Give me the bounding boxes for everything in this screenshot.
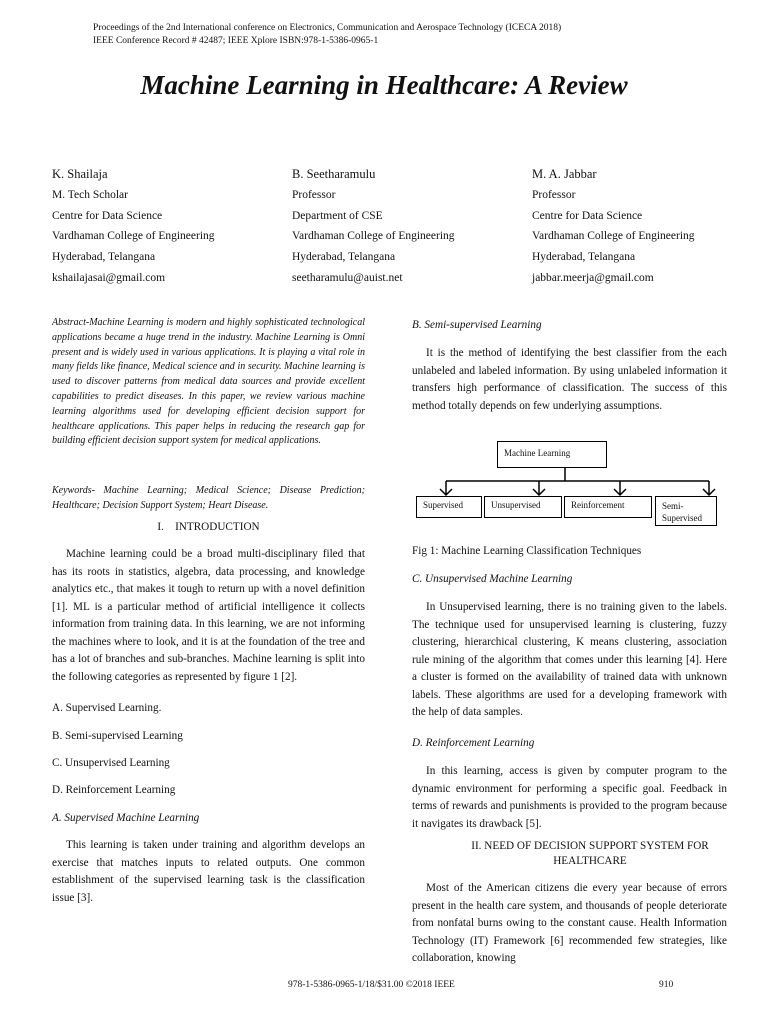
- author-name: M. A. Jabbar: [532, 167, 597, 181]
- page-number: 910: [659, 980, 674, 990]
- decision-support-paragraph: Most of the American citizens die every year because of errors present in the health care system, and thousands of people deteriorate from nonfatal burns owing to the constant cause. Health Information Technology (IT) Framework [6] recommended few strategies, like collaboration, knowing: [412, 882, 727, 964]
- diagram-node-reinforcement: Reinforcement: [564, 496, 652, 518]
- diagram-root-machine-learning: Machine Learning: [497, 441, 607, 468]
- section-heading-semi-supervised: B. Semi-supervised Learning: [412, 319, 542, 331]
- author-2: [292, 164, 455, 289]
- category-reinforcement: D. Reinforcement Learning: [52, 784, 176, 796]
- author-role: Professor: [292, 188, 336, 201]
- semi-supervised-paragraph: It is the method of identifying the best classifier from the each unlabeled and labeled information. By using unlabeled information it transfers high performance of classification. The success of this method totally depends on few underlying assumptions.: [412, 347, 727, 412]
- section-heading-unsupervised: C. Unsupervised Machine Learning: [412, 573, 573, 585]
- author-email: kshailajasai@gmail.com: [52, 271, 166, 284]
- conference-record: IEEE Conference Record # 42487; IEEE Xplore ISBN:978-1-5386-0965-1: [93, 36, 379, 46]
- author-name: B. Seetharamulu: [292, 167, 376, 181]
- section-heading-introduction: I. INTRODUCTION: [157, 521, 260, 533]
- paper-title: Machine Learning in Healthcare: A Review: [140, 70, 628, 100]
- ml-classification-diagram: [412, 438, 732, 528]
- conference-header: Proceedings of the 2nd International conference on Electronics, Communication and Aerospace Technology (ICECA 2018): [93, 23, 562, 33]
- diagram-node-semi-supervised: Semi-Supervised: [655, 496, 717, 526]
- author-college: Vardhaman College of Engineering: [292, 230, 455, 243]
- author-1: [52, 164, 215, 289]
- abstract: Abstract-Machine Learning is modern and highly sophisticated technological applications became a huge trend in the industry. Machine Learning is Omni present and is widely used in various applications. It is playing a vital role in many fields like finance, Medical science and in security. Machine learning is used to discover patterns from medical data sources and provide excellent capabilities to predict diseases. In this paper, we review various machine learning algorithms used for developing efficient decision support for healthcare applications. This paper helps in reducing the research gap for building efficient decision support system for medical applications.: [52, 317, 365, 447]
- author-name: K. Shailaja: [52, 167, 108, 181]
- category-semi-supervised: B. Semi-supervised Learning: [52, 730, 183, 742]
- keywords: Keywords- Machine Learning; Medical Science; Disease Prediction; Healthcare; Decision Support System; Heart Disease.: [52, 485, 365, 511]
- author-college: Vardhaman College of Engineering: [532, 230, 695, 243]
- author-role: M. Tech Scholar: [52, 188, 128, 201]
- intro-paragraph: Machine learning could be a broad multi-disciplinary filed that has its roots in statistics, algebra, data processing, and knowledge analytics etc., that makes it tough to return up with a novel definition [1]. ML is a particular method of artificial intelligence it collects information from training data. In this learning, we are not informing the machines where to look, and it is at the foundation of the tree and has a lot of branches and sub-branches. Machine learning is split into the following categories as represented by figure 1 [2].: [52, 548, 365, 683]
- author-city: Hyderabad, Telangana: [52, 251, 156, 264]
- author-dept: Centre for Data Science: [52, 209, 163, 222]
- supervised-paragraph: This learning is taken under training and algorithm develops an exercise that matches inputs to related outputs. One common establishment of the supervised learning task is the classification issue [3].: [52, 839, 365, 904]
- diagram-node-supervised: Supervised: [416, 496, 482, 518]
- author-city: Hyderabad, Telangana: [532, 251, 636, 264]
- figure-caption: Fig 1: Machine Learning Classification Techniques: [412, 545, 642, 557]
- category-unsupervised: C. Unsupervised Learning: [52, 757, 170, 769]
- footer-copyright: 978-1-5386-0965-1/18/$31.00 ©2018 IEEE: [288, 980, 455, 990]
- author-dept: Centre for Data Science: [532, 209, 643, 222]
- author-college: Vardhaman College of Engineering: [52, 230, 215, 243]
- unsupervised-paragraph: In Unsupervised learning, there is no training given to the labels. The technique used for unsupervised learning is clustering, fuzzy clustering, hierarchical clustering, K means clustering, association rule mining of the algorithm that comes under this learning [4]. Here a cluster is formed on the availability of trained data with unknown labels. These algorithms are used for a developing framework with the help of data samples.: [412, 601, 727, 718]
- author-role: Professor: [532, 188, 576, 201]
- author-email: jabbar.meerja@gmail.com: [532, 271, 654, 284]
- author-city: Hyderabad, Telangana: [292, 251, 396, 264]
- author-email: seetharamulu@auist.net: [292, 271, 403, 284]
- section-heading-reinforcement: D. Reinforcement Learning: [412, 737, 535, 749]
- reinforcement-paragraph: In this learning, access is given by computer program to the dynamic environment for performing a specific goal. Feedback in terms of rewards and punishments is provided to the program because it navigates its drawback [5].: [412, 765, 727, 830]
- author-3: [532, 164, 695, 289]
- author-dept: Department of CSE: [292, 209, 383, 222]
- section-heading-decision-support: II. NEED OF DECISION SUPPORT SYSTEM FOR HEALTHCARE: [471, 840, 709, 867]
- section-heading-supervised: A. Supervised Machine Learning: [52, 812, 200, 824]
- category-supervised: A. Supervised Learning.: [52, 702, 162, 714]
- diagram-node-unsupervised: Unsupervised: [484, 496, 562, 518]
